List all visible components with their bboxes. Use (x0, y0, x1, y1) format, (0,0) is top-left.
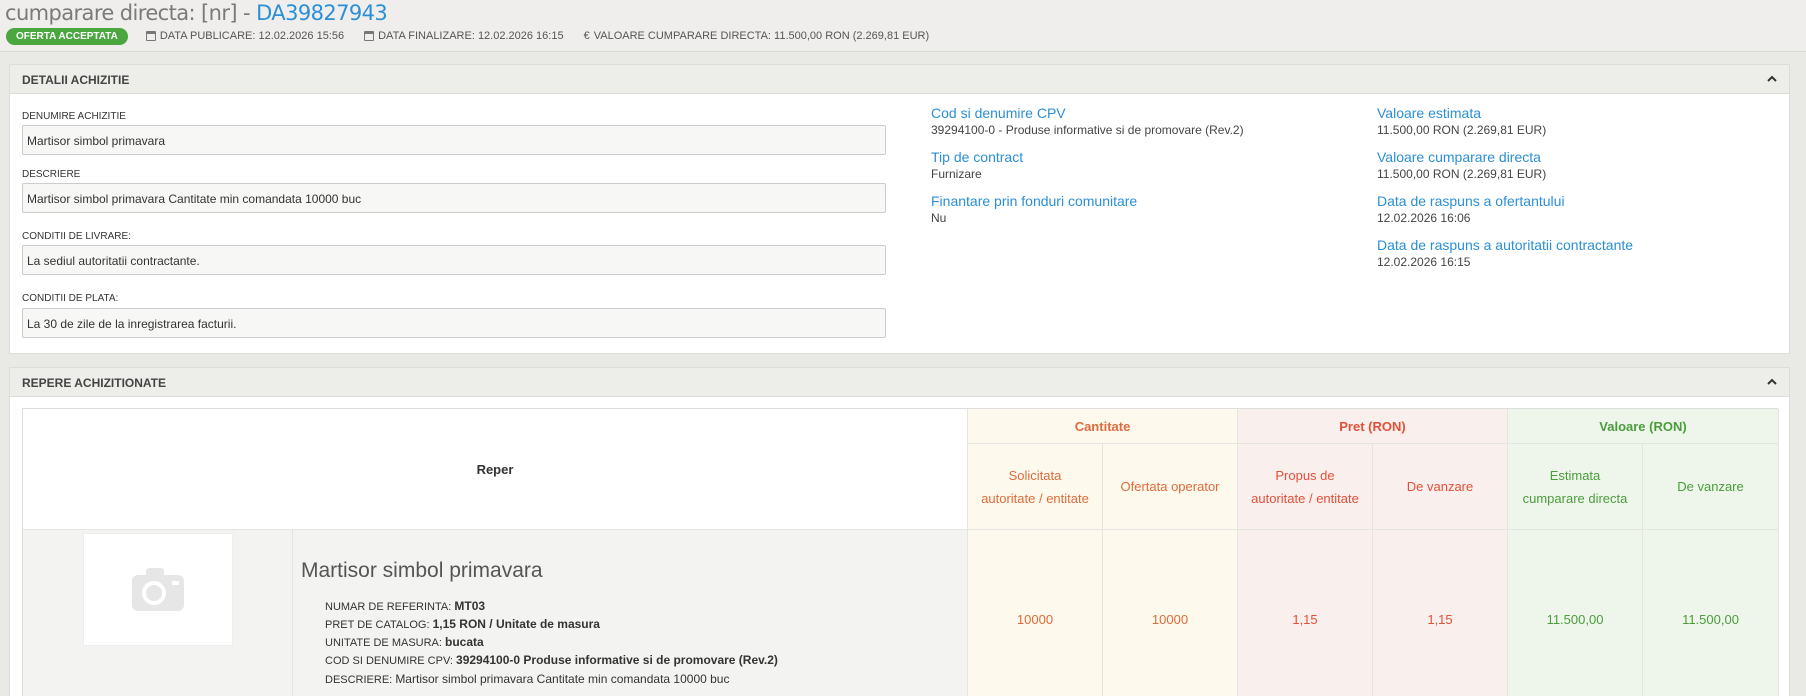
unit-label: UNITATE DE MASURA: (325, 637, 442, 649)
ref-value: MT03 (454, 599, 486, 613)
product-cpv (325, 653, 778, 667)
contract-type-value: Furnizare (931, 167, 982, 181)
product-unit (325, 635, 484, 649)
delivery-field[interactable]: La sediul autoritatii contractante. (22, 245, 886, 275)
cpv-value: 39294100-0 - Produse informative si de promovare (Rev.2) (931, 123, 1244, 137)
publish-date-text: DATA PUBLICARE: 12.02.2026 15:56 (159, 30, 345, 42)
calendar-icon (146, 31, 156, 41)
header-pret: Pret (RON) (1238, 409, 1508, 444)
funds-value: Nu (931, 211, 947, 225)
details-panel (9, 64, 1790, 354)
header-value-sale: De vanzare (1643, 444, 1779, 530)
page-header (0, 0, 1806, 52)
cpv-code-label: COD SI DENUMIRE CPV: (325, 655, 453, 667)
finalize-date (364, 30, 563, 42)
price-label: PRET DE CATALOG: (325, 619, 430, 631)
contract-type-label: Tip de contract (931, 149, 1024, 165)
header-reper: Reper (23, 409, 968, 530)
header-price-sale: De vanzare (1373, 444, 1508, 530)
details-panel-title: DETALII ACHIZITIE (22, 73, 130, 87)
name-field[interactable]: Martisor simbol primavara (22, 125, 886, 155)
cpv-code-value: 39294100-0 Produse informative si de promovare (Rev.2) (456, 653, 778, 667)
publish-date (146, 30, 344, 42)
description-field[interactable]: Martisor simbol primavara Cantitate min comandata 10000 buc (22, 183, 886, 213)
product-description (325, 672, 729, 686)
euro-icon: € (583, 30, 590, 42)
header-cantitate: Cantitate (968, 409, 1238, 444)
ref-label: NUMAR DE REFERINTA: (325, 601, 452, 613)
product-image[interactable] (83, 533, 233, 646)
unit-value: bucata (445, 635, 484, 649)
header-value-estimated: Estimata cumparare directa (1508, 444, 1643, 530)
product-ref (325, 599, 485, 613)
price-value: 1,15 RON / Unitate de masura (432, 617, 600, 631)
items-panel-title: REPERE ACHIZITIONATE (22, 376, 167, 390)
header-valoare: Valoare (RON) (1508, 409, 1779, 444)
header-price-proposed: Propus de autoritate / entitate (1238, 444, 1373, 530)
payment-field[interactable]: La 30 de zile de la inregistrarea facturii. (22, 308, 886, 338)
direct-value (584, 30, 930, 42)
title-prefix: cumparare directa: [nr] - (5, 1, 257, 25)
price-proposed: 1,15 (1238, 530, 1373, 696)
status-badge: OFERTA ACCEPTATA (6, 28, 128, 45)
items-table (22, 408, 1778, 696)
chevron-up-icon[interactable] (1767, 74, 1777, 84)
procurement-id[interactable]: DA39827943 (256, 1, 388, 25)
offer-date-value: 12.02.2026 16:06 (1377, 211, 1471, 225)
authority-date-value: 12.02.2026 16:15 (1377, 255, 1471, 269)
header-qty-requested: Solicitata autoritate / entitate (968, 444, 1103, 530)
cpv-label: Cod si denumire CPV (931, 105, 1066, 121)
payment-label: CONDITII DE PLATA: (22, 293, 119, 304)
items-panel-header[interactable] (10, 368, 1789, 397)
details-panel-header[interactable] (10, 65, 1789, 94)
desc-label: DESCRIERE: (325, 674, 393, 686)
value-sale: 11.500,00 (1643, 530, 1779, 696)
direct-purchase-value: 11.500,00 RON (2.269,81 EUR) (1377, 167, 1547, 181)
items-panel (9, 367, 1790, 696)
estimated-value-label: Valoare estimata (1377, 105, 1482, 121)
name-label: DENUMIRE ACHIZITIE (22, 111, 126, 122)
calendar-icon (364, 31, 374, 41)
page-title (5, 1, 387, 25)
value-estimated: 11.500,00 (1508, 530, 1643, 696)
desc-value: Martisor simbol primavara Cantitate min comandata 10000 buc (395, 672, 730, 686)
qty-offered: 10000 (1103, 530, 1238, 696)
offer-date-label: Data de raspuns a ofertantului (1377, 193, 1565, 209)
camera-icon (128, 565, 188, 615)
product-price (325, 617, 600, 631)
finalize-date-text: DATA FINALIZARE: 12.02.2026 16:15 (378, 30, 564, 42)
direct-value-text: VALOARE CUMPARARE DIRECTA: 11.500,00 RON (2.269,81 EUR) (593, 30, 930, 42)
product-name[interactable]: Martisor simbol primavara (301, 559, 543, 582)
funds-label: Finantare prin fonduri comunitare (931, 193, 1138, 209)
description-label: DESCRIERE (22, 169, 81, 180)
qty-requested: 10000 (968, 530, 1103, 696)
authority-date-label: Data de raspuns a autoritatii contractante (1377, 237, 1634, 253)
direct-value-label: Valoare cumparare directa (1377, 149, 1541, 165)
header-qty-offered: Ofertata operator (1103, 444, 1238, 530)
chevron-up-icon[interactable] (1767, 377, 1777, 387)
delivery-label: CONDITII DE LIVRARE: (22, 231, 131, 242)
estimated-value: 11.500,00 RON (2.269,81 EUR) (1377, 123, 1547, 137)
price-sale: 1,15 (1373, 530, 1508, 696)
meta-bar (6, 27, 949, 45)
